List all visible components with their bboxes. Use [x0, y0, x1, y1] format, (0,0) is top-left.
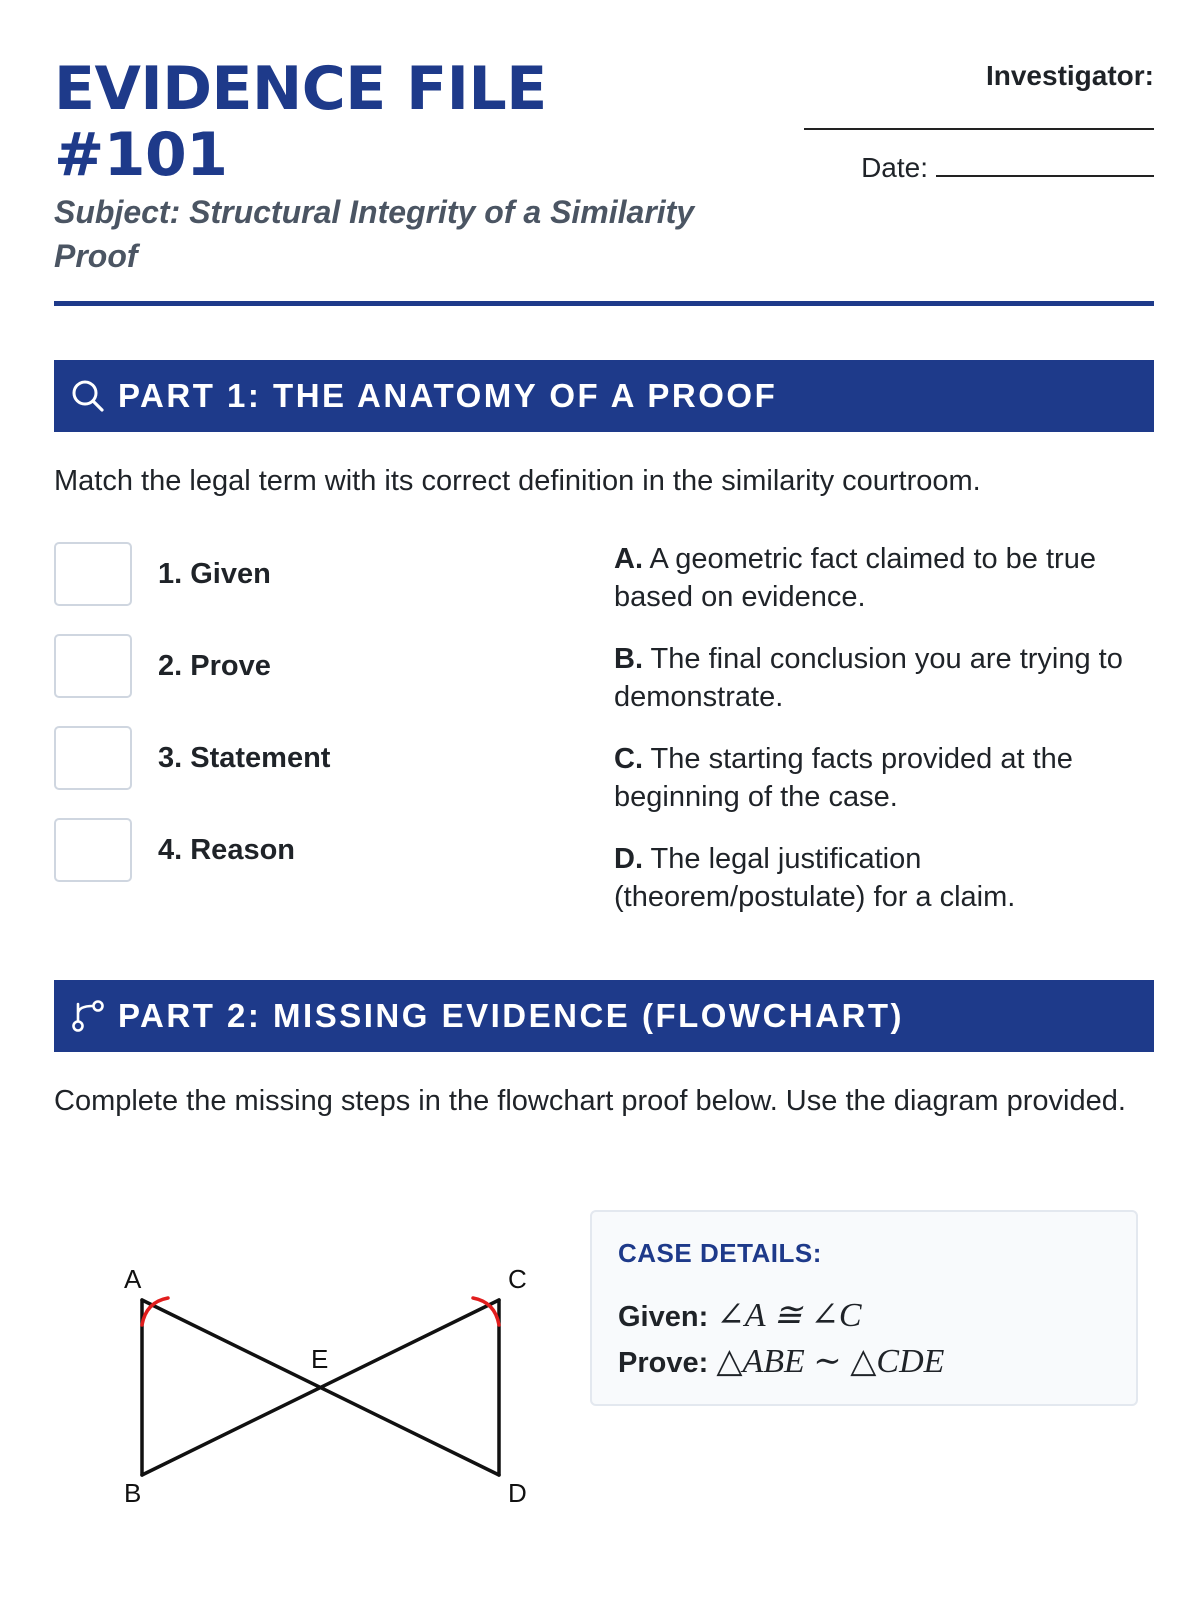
answer-box-4[interactable]: [54, 818, 132, 882]
given-label: Given:: [618, 1301, 709, 1333]
date-blank[interactable]: [936, 151, 1154, 177]
part1-banner: [54, 360, 1154, 432]
definition-text: A geometric fact claimed to be true based on evidence.: [614, 543, 1096, 613]
term-row: [54, 634, 574, 698]
point-label-c: C: [508, 1264, 527, 1294]
definition-d: [614, 840, 1134, 916]
definition-text: The starting facts provided at the beginning of the case.: [614, 743, 1073, 813]
case-prove: [618, 1342, 944, 1383]
worksheet-page: [54, 0, 1154, 1600]
term-label: 2. Prove: [158, 650, 271, 682]
flowchart-icon: [68, 996, 108, 1036]
point-label-d: D: [508, 1478, 527, 1508]
point-label-e: E: [311, 1344, 329, 1374]
prove-statement: △ABE ∼ △CDE: [716, 1343, 945, 1380]
header-divider: [54, 301, 1154, 306]
definition-text: The final conclusion you are trying to demonstrate.: [614, 643, 1123, 713]
part2-banner: [54, 980, 1154, 1052]
definition-letter: B.: [614, 643, 643, 675]
definition-b: [614, 640, 1134, 716]
definition-text: The legal justification (theorem/postulate) for a claim.: [614, 843, 1016, 913]
case-given: [618, 1296, 862, 1337]
case-details-box: [590, 1210, 1138, 1406]
definition-letter: C.: [614, 743, 643, 775]
date-label: Date:: [861, 152, 928, 183]
date-field: [794, 148, 1154, 188]
answer-box-3[interactable]: [54, 726, 132, 790]
header-meta: [794, 56, 1154, 188]
investigator-label: Investigator:: [985, 60, 1154, 91]
page-header: [54, 56, 1154, 296]
triangle-diagram: [94, 1230, 594, 1570]
given-statement: ∠A ≅ ∠C: [716, 1297, 862, 1334]
title-line-1: EVIDENCE FILE: [54, 54, 547, 124]
prove-label: Prove:: [618, 1347, 709, 1379]
definition-a: [614, 540, 1134, 616]
definition-letter: D.: [614, 843, 643, 875]
point-label-a: A: [124, 1264, 142, 1294]
definition-c: [614, 740, 1134, 816]
term-row: [54, 818, 574, 882]
definition-letter: A.: [614, 543, 643, 575]
case-details-title: CASE DETAILS:: [618, 1238, 822, 1268]
title-line-2: #101: [54, 120, 228, 190]
search-icon: [68, 376, 108, 416]
part2-instructions: Complete the missing steps in the flowchart proof below. Use the diagram provided.: [54, 1085, 1126, 1117]
term-label: 1. Given: [158, 558, 271, 590]
term-row: [54, 726, 574, 790]
page-subtitle: Subject: Structural Integrity of a Similarity Proof: [54, 194, 695, 274]
part1-heading: PART 1: THE ANATOMY OF A PROOF: [118, 377, 778, 414]
answer-box-1[interactable]: [54, 542, 132, 606]
investigator-blank[interactable]: [804, 128, 1154, 130]
page-title: [54, 56, 694, 188]
answer-box-2[interactable]: [54, 634, 132, 698]
part2-heading: PART 2: MISSING EVIDENCE (FLOWCHART): [118, 997, 905, 1034]
term-label: 3. Statement: [158, 742, 331, 774]
point-label-b: B: [124, 1478, 142, 1508]
term-label: 4. Reason: [158, 834, 295, 866]
term-row: [54, 542, 574, 606]
part1-instructions: Match the legal term with its correct definition in the similarity courtroom.: [54, 465, 981, 497]
